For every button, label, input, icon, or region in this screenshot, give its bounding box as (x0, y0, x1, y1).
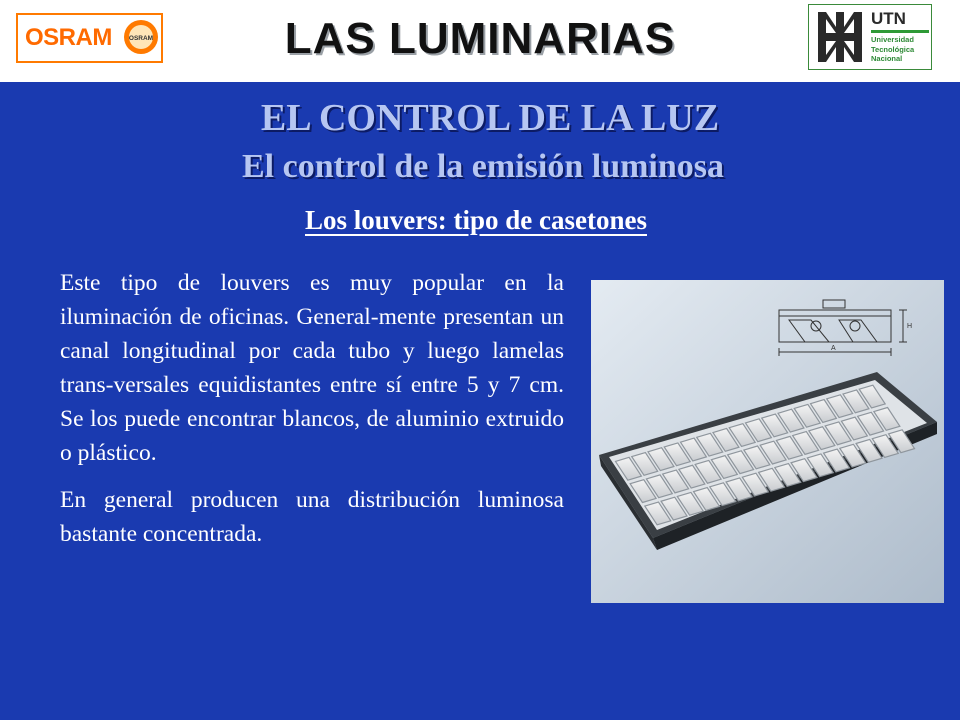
body-text (60, 266, 564, 564)
osram-bulb-label: OSRAM (128, 35, 154, 42)
utn-logo (808, 4, 932, 70)
osram-logo-wordmark: OSRAM (25, 24, 112, 51)
utn-divider (871, 30, 929, 33)
paragraph-2: En general producen una distribución luminosa bastante concentrada. (60, 487, 564, 547)
utn-line-2: Tecnológica (871, 44, 915, 54)
utn-emblem-icon (814, 9, 866, 65)
utn-line-3: Nacional (871, 54, 903, 63)
subsection-heading: El control de la emisión luminosa (241, 148, 725, 185)
louver-luminaire-photo (591, 280, 944, 603)
utn-line-1: Universidad (871, 35, 914, 44)
diagram-label-h: H (907, 323, 913, 330)
topic-heading-text: Los louvers: tipo de casetones (305, 205, 647, 235)
page-title: LAS LUMINARIAS (284, 14, 676, 63)
utn-logo-text (871, 9, 929, 64)
header-bar (0, 0, 960, 82)
section-heading: EL CONTROL DE LA LUZ (260, 97, 720, 139)
utn-acronym: UTN (871, 9, 906, 28)
paragraph-1: Este tipo de louvers es muy popular en la iluminación de oficinas. General-mente presentan un canal longitudinal por cada tubo y luego lamelas trans-versales equidistantes entre sí entre 5 y 7 cm. Se los puede encontrar blancos, de aluminio extruido o plástico. (60, 270, 564, 466)
topic-heading (0, 205, 952, 236)
diagram-label-a: A (831, 345, 836, 352)
